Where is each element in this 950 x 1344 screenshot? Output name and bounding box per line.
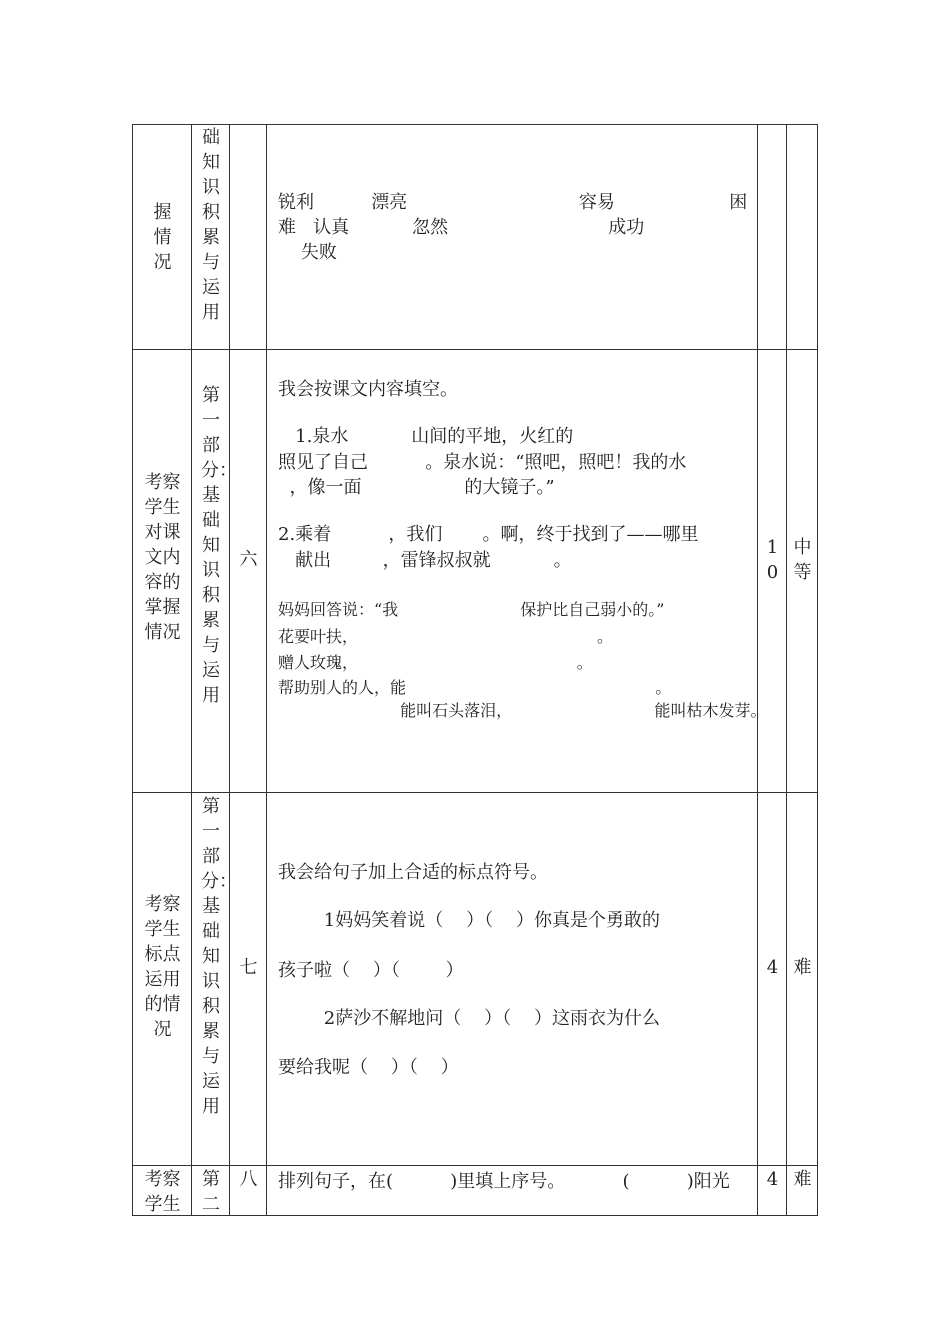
fill-blank-line: 妈妈回答说：“我 保护比自己弱小的。” — [278, 600, 665, 619]
word-line: 难 认真 忽然 成功 — [278, 217, 645, 238]
fill-blank-line: 2.乘着 ，我们 。啊，终于找到了——哪里 — [278, 524, 699, 545]
row1-objective: 握情况 — [153, 202, 172, 273]
row2-question-number: 六 — [239, 549, 258, 570]
fill-blank-line: 能叫石头落泪， 能叫枯木发芽。 — [278, 701, 767, 720]
row2-section: 第一部分：基础知识积累与运用 — [201, 385, 237, 706]
word-line: 锐利 漂亮 容易 困 — [278, 192, 748, 213]
instruction-text: 我会按课文内容填空。 — [278, 379, 458, 400]
punctuation-line: 孩子啦（ ）（ ） — [278, 960, 464, 981]
fill-blank-line: 献出 ，雷锋叔叔就 。 — [278, 550, 572, 571]
row4-difficulty: 难 — [793, 1169, 812, 1190]
row3-objective: 考察学生标点运用的情况 — [144, 894, 181, 1040]
row4-question-number: 八 — [239, 1169, 258, 1190]
fill-blank-line: 赠人玫瑰， 。 — [278, 653, 593, 672]
row3-difficulty: 难 — [793, 957, 812, 978]
row3-section: 第一部分：基础知识积累与运用 — [201, 796, 237, 1117]
row-divider — [133, 792, 817, 793]
row-divider — [133, 349, 817, 350]
fill-blank-line: 花要叶扶， 。 — [278, 627, 614, 646]
row2-difficulty: 中等 — [793, 537, 812, 583]
row2-score: 10 — [766, 537, 779, 583]
column-divider — [266, 125, 267, 1215]
fill-blank-line: 帮助别人的人，能 。 — [278, 678, 672, 697]
instruction-text: 我会给句子加上合适的标点符号。 — [278, 862, 548, 883]
row3-question-number: 七 — [239, 957, 258, 978]
row1-section: 础知识积累与运用 — [202, 127, 220, 323]
fill-blank-line: ，像一面 的大镜子。” — [278, 477, 555, 498]
row-divider — [133, 1165, 817, 1166]
assessment-table — [132, 124, 818, 1216]
column-divider — [757, 125, 758, 1215]
column-divider — [786, 125, 787, 1215]
row3-score: 4 — [766, 957, 779, 978]
word-line: 失败 — [278, 242, 337, 263]
fill-blank-line: 照见了自己 。泉水说：“照吧，照吧！我的水 — [278, 452, 687, 473]
instruction-text: 排列句子，在( )里填上序号。 ( )阳光 — [278, 1171, 730, 1192]
punctuation-line: 1妈妈笑着说（ ）（ ）你真是个勇敢的 — [278, 910, 660, 931]
row4-objective: 考察学生 — [144, 1169, 181, 1215]
row4-section: 第二 — [202, 1169, 220, 1215]
fill-blank-line: 1.泉水 山间的平地，火红的 — [278, 426, 574, 447]
punctuation-line: 要给我呢（ ）（ ） — [278, 1057, 459, 1078]
row2-objective: 考察学生对课文内容的掌握情况 — [144, 472, 181, 643]
punctuation-line: 2萨沙不解地问（ ）（ ）这雨衣为什么 — [278, 1008, 660, 1029]
row4-score: 4 — [766, 1169, 779, 1190]
